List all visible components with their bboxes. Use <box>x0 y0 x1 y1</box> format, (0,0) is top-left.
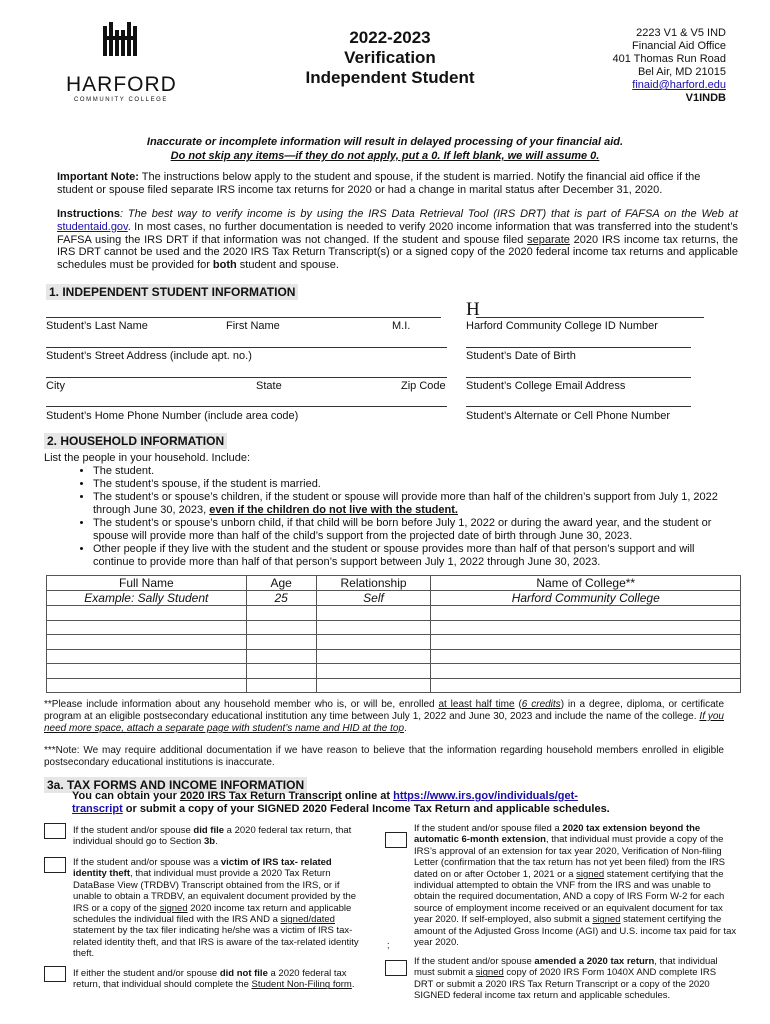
important-note-text: The instructions below apply to the student and spouse, if the student is married. Notify the financial aid office if the student or spouse filed separate IRS income tax returns for 2020 or had a change in marital status after December 31, 2020. <box>57 171 701 196</box>
household-intro: List the people in your household. Include: <box>44 452 251 464</box>
important-note <box>57 171 738 197</box>
street-address: 401 Thomas Run Road <box>612 53 726 65</box>
option-amended-return: If the student and/or spouse amended a 2020 tax return, that individual must submit a signed copy of 2020 IRS Form 1040X AND complete IRS DRT or submit a 2020 IRS Tax Return Transcript or a copy of the 2020 SIGNED federal income tax return and applicable schedules. <box>414 956 718 1002</box>
mi-label: M.I. <box>392 320 411 332</box>
note-paren: ( <box>514 699 522 710</box>
note-text-a: **Please include information about any household member who is, or will be, enrolled <box>44 699 439 710</box>
example-relationship: Self <box>316 591 431 606</box>
table-row[interactable] <box>47 620 741 635</box>
city-state-zip: Bel Air, MD 21015 <box>637 66 726 78</box>
example-college: Harford Community College <box>431 591 741 606</box>
note-text-e: ) in a degree, diploma, or certificate program at an eligible postsecondary educational institution any time between July 1, 2022 and June 30, 2023 and include the name of the college. <box>44 699 725 722</box>
list-item: • The student’s or spouse’s unborn child, if that child will be born before July 1, 2022 or during the award year, and the student or spouse will provide more than half of the child’s support from the projected date of birth through June 30, 2023. <box>93 517 736 543</box>
list-item <box>93 491 736 517</box>
last-name-field[interactable] <box>46 317 441 318</box>
form-title-line2: Independent Student <box>305 68 475 87</box>
example-name: Example: Sally Student <box>47 591 247 606</box>
first-name-label: First Name <box>226 320 280 332</box>
important-note-label: Important Note: <box>57 171 139 183</box>
home-phone-label: Student’s Home Phone Number (include area code) <box>46 410 299 422</box>
id-prefix: H <box>466 299 480 320</box>
logo-subtitle: COMMUNITY COLLEGE <box>73 97 169 103</box>
college-email-label: Student’s College Email Address <box>466 380 626 392</box>
version-code: V1INDB <box>685 92 726 104</box>
instructions-italic: : The best way to verify income is by using the IRS Data Retrieval Tool (IRS DRT) that is part of FAFSA on the Web at <box>119 208 738 220</box>
household-table <box>46 575 741 693</box>
option-identity-theft: If the student and/or spouse was a victim of IRS tax- related identity theft, that individual must provide a 2020 Tax Return DataBase View (TRDBV) Transcript obtained from the IRS, or if unable to obtain a TRDBV, an equivalent document provided by the IRS or a copy of the signed 2020 income tax return and applicable schedules the individual filed with the IRS AND a signed/dated statement by the tax filer indicating he/she was a victim of IRS tax-related identity theft, and that IRS is aware of the tax-related identity theft. <box>73 857 359 960</box>
college-id-label: Harford Community College ID Number <box>466 320 658 332</box>
cell-phone-label: Student’s Alternate or Cell Phone Number <box>466 410 671 422</box>
table-row-example <box>47 591 741 606</box>
last-name-label: Student’s Last Name <box>46 320 148 332</box>
dob-label: Student’s Date of Birth <box>466 350 576 362</box>
logo-name: HARFORD <box>66 73 177 96</box>
list-item-bold: even if the children do not live with the student. <box>209 504 458 516</box>
instructions-both: both <box>212 259 237 272</box>
table-row[interactable] <box>47 635 741 650</box>
dob-field[interactable] <box>466 347 691 348</box>
note-attach: If you need more space, attach a separate page with student’s name and HID at the top <box>44 711 724 734</box>
irs-transcript-link[interactable]: https://www.irs.gov/individuals/get- <box>393 790 578 802</box>
city-state-zip-field[interactable] <box>46 377 447 378</box>
college-note <box>44 699 724 735</box>
table-row[interactable] <box>47 649 741 664</box>
warning-banner <box>60 135 710 163</box>
form-title-line1: Verification <box>344 48 436 67</box>
cell-phone-field[interactable] <box>466 406 691 407</box>
street-label: Student’s Street Address (include apt. no.) <box>46 350 252 362</box>
example-age: 25 <box>246 591 316 606</box>
table-row[interactable] <box>47 678 741 693</box>
did-file-checkbox[interactable] <box>44 823 66 839</box>
note-credits: 6 credits <box>521 699 561 710</box>
table-row[interactable] <box>47 664 741 679</box>
lead-text3: or submit a copy of your SIGNED 2020 Federal Income Tax Return and applicable schedules. <box>122 803 610 815</box>
lead-text2: online at <box>341 790 394 802</box>
list-item: • The student’s spouse, if the student is married. <box>93 478 736 491</box>
col-full-name: Full Name <box>47 576 247 591</box>
option-tax-extension: If the student and/or spouse filed a 2020 tax extension beyond the automatic 6-month extension, that individual must provide a copy of the IRS’s approval of an extension for tax year 2020, Verification of Non-filing Letter (confirmation that the tax return has not yet been filed) from the IRS dated on or after October 1, 2021 or a signed statement certifying that the individual attempted to obtain the VNF from the IRS and was unable to obtain the required documentation, AND a copy of IRS Form W-2 for each source of employment income received or an equivalent document for tax year 2020. If self-employed, also submit a signed statement certifying the amount of the Adjusted Gross Income (AGI) and U.S. income tax paid for tax year 2020. <box>414 823 737 949</box>
instructions-separate: separate <box>527 233 570 246</box>
col-college: Name of College** <box>431 576 741 591</box>
office-name: Financial Aid Office <box>632 40 726 52</box>
identity-theft-checkbox[interactable] <box>44 857 66 873</box>
college-id-field[interactable] <box>476 317 704 318</box>
documentation-note: ***Note: We may require additional documentation if we have reason to believe that the information regarding household members enrolled in eligible postsecondary educational institutions is inaccurate. <box>44 745 724 768</box>
semicolon-mark: ; <box>387 940 390 950</box>
form-year: 2022-2023 <box>349 28 431 47</box>
option-did-not-file: If either the student and/or spouse did not file a 2020 federal tax return, that individual should complete the Student Non-Filing form. <box>73 968 355 991</box>
warning-line1: Inaccurate or incomplete information will result in delayed processing of your financial aid. <box>146 136 624 148</box>
section1-title: 1. INDEPENDENT STUDENT INFORMATION <box>46 284 298 300</box>
studentaid-link[interactable]: studentaid.gov <box>57 220 128 233</box>
list-item: • Other people if they live with the student and the student or spouse provides more than half of that person’s support and will continue to provide more than half of that person’s support between July 1, 2022 through June 30, 2023. <box>93 543 736 569</box>
col-relationship: Relationship <box>316 576 431 591</box>
instructions <box>57 208 738 272</box>
lead-transcript-label: 2020 IRS Tax Return Transcript <box>179 790 342 802</box>
tax-transcript-lead <box>72 790 712 816</box>
irs-transcript-link-cont[interactable]: transcript <box>72 803 123 815</box>
instructions-text2: 2020 IRS income tax returns, the IRS DRT cannot be used and the 2020 IRS Tax Return Transcript(s) or a signed copy of the 2020 federal income tax returns and applicable schedules must be provided for <box>57 233 738 272</box>
household-list <box>48 465 736 569</box>
college-logo-icon <box>66 22 176 66</box>
section3a-title: 3a. TAX FORMS AND INCOME INFORMATION <box>44 777 307 793</box>
zip-label: Zip Code <box>401 380 446 392</box>
section2-title: 2. HOUSEHOLD INFORMATION <box>44 433 227 449</box>
col-age: Age <box>246 576 316 591</box>
college-email-field[interactable] <box>466 377 691 378</box>
form-title <box>290 28 490 88</box>
email-link[interactable]: finaid@harford.edu <box>632 79 726 91</box>
instructions-text1: . In most cases, no further documentation is needed to verify 2020 income information that was transferred into the student’s FAFSA using the IRS DRT if that information was not changed. If the student and spouse filed <box>57 220 738 246</box>
list-item-text: The student’s or spouse’s children, if the student or spouse will provide more than half of the children’s support from July 1, 2022 through June 30, 2023, <box>93 491 718 516</box>
option-did-file: If the student and/or spouse did file a 2020 federal tax return, that individual should go to Section 3b. <box>73 825 352 848</box>
office-address <box>612 27 726 105</box>
instructions-label: Instructions <box>57 208 120 220</box>
tax-extension-checkbox[interactable] <box>385 832 407 848</box>
home-phone-field[interactable] <box>46 406 447 407</box>
college-logo <box>66 22 176 103</box>
did-not-file-checkbox[interactable] <box>44 966 66 982</box>
street-field[interactable] <box>46 347 447 348</box>
amended-return-checkbox[interactable] <box>385 960 407 976</box>
state-label: State <box>256 380 282 392</box>
form-code: 2223 V1 & V5 IND <box>636 27 726 39</box>
note-period: . <box>404 723 407 734</box>
instructions-text3: student and spouse. <box>236 259 339 272</box>
warning-line2: Do not skip any items—if they do not apply, put a 0. If left blank, we will assume 0. <box>170 150 600 162</box>
table-row[interactable] <box>47 606 741 621</box>
list-item: • The student. <box>93 465 736 478</box>
table-header-row <box>47 576 741 591</box>
note-half-time: at least half time <box>438 699 515 710</box>
city-label: City <box>46 380 65 392</box>
lead-text1: You can obtain your <box>72 790 180 802</box>
